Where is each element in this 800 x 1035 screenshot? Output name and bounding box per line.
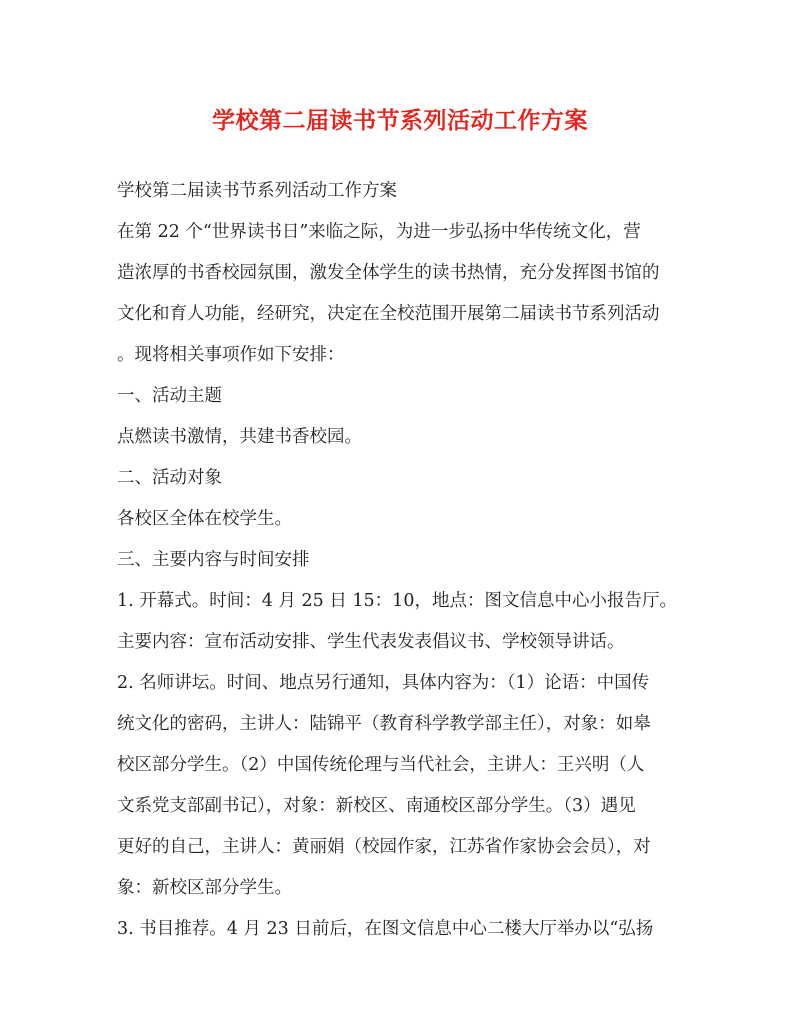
paragraph-line: 主要内容：宣布活动安排、学生代表发表倡议书、学校领导讲话。 bbox=[117, 632, 625, 652]
paragraph-line: 校区部分学生。（2）中国传统伦理与当代社会，主讲人：王兴明（人 bbox=[117, 755, 645, 775]
paragraph-line: 学校第二届读书节系列活动工作方案 bbox=[117, 181, 397, 201]
paragraph-line: 更好的自己，主讲人：黄丽娟（校园作家，江苏省作家协会会员），对 bbox=[117, 837, 651, 857]
paragraph-line: 统文化的密码，主讲人：陆锦平（教育科学教学部主任），对象：如皋 bbox=[117, 714, 651, 734]
paragraph-line: 在第 22 个“世界读书日”来临之际，为进一步弘扬中华传统文化，营 bbox=[117, 222, 641, 242]
section-heading: 一、活动主题 bbox=[117, 386, 222, 406]
section-heading: 二、活动对象 bbox=[117, 468, 222, 488]
paragraph-line: 各校区全体在校学生。 bbox=[117, 509, 292, 529]
list-item: 2. 名师讲坛。时间、地点另行通知，具体内容为：（1）论语：中国传 bbox=[117, 673, 650, 693]
paragraph-line: 点燃读书激情，共建书香校园。 bbox=[117, 427, 362, 447]
paragraph-line: 造浓厚的书香校园氛围，激发全体学生的读书热情，充分发挥图书馆的 bbox=[117, 263, 660, 283]
section-heading: 三、主要内容与时间安排 bbox=[117, 550, 310, 570]
document-title: 学校第二届读书节系列活动工作方案 bbox=[212, 107, 588, 134]
list-item: 1. 开幕式。时间：4 月 25 日 15：10，地点：图文信息中心小报告厅。 bbox=[117, 591, 677, 611]
paragraph-line: 象：新校区部分学生。 bbox=[117, 878, 292, 898]
paragraph-line: 文化和育人功能，经研究，决定在全校范围开展第二届读书节系列活动 bbox=[117, 304, 660, 324]
list-item: 3. 书目推荐。4 月 23 日前后，在图文信息中心二楼大厅举办以“弘扬 bbox=[117, 919, 654, 939]
paragraph-line: 文系党支部副书记），对象：新校区、南通校区部分学生。（3）遇见 bbox=[117, 796, 636, 816]
paragraph-line: 。现将相关事项作如下安排： bbox=[117, 345, 345, 365]
document-body bbox=[117, 171, 687, 950]
